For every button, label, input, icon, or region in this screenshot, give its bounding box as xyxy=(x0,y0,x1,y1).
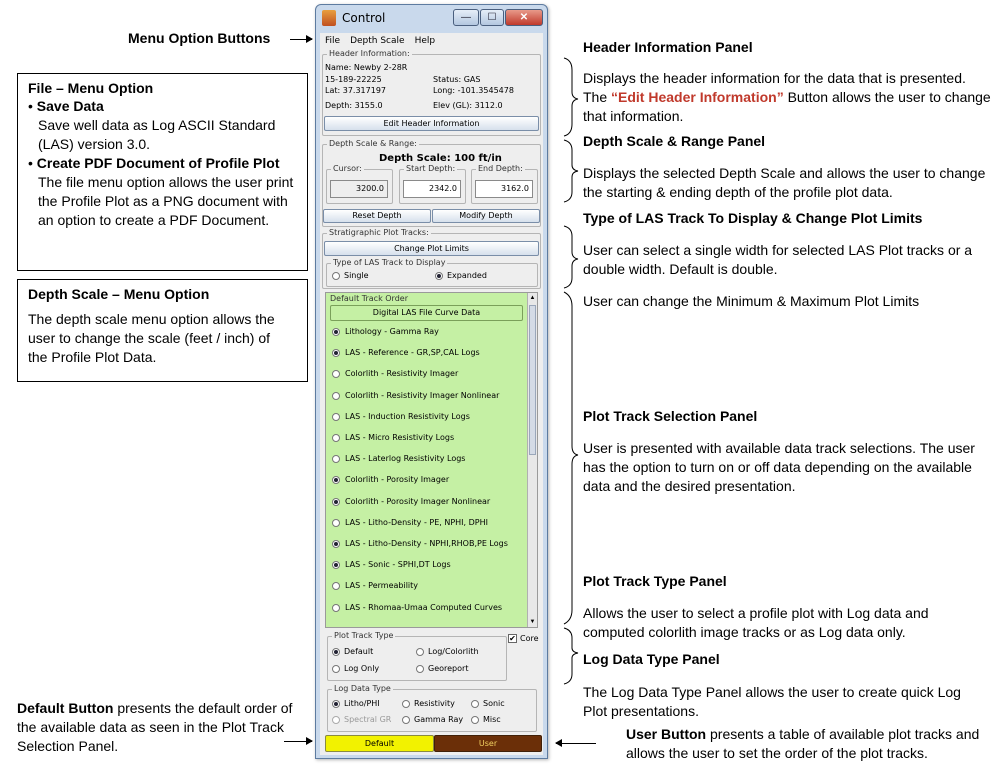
well-name: Name: Newby 2-28R xyxy=(325,63,408,72)
save-data-item: • Save Data xyxy=(28,98,104,114)
plot-track-type-panel xyxy=(327,631,507,681)
track-type-logcolorlith-radio[interactable] xyxy=(416,648,424,656)
track-type-georeport-label: Georeport xyxy=(428,664,469,673)
scroll-down-icon[interactable]: ▼ xyxy=(529,619,536,625)
track-type-default-radio[interactable] xyxy=(332,648,340,656)
depth-panel-text: Displays the selected Depth Scale and allows the user to change the starting & ending depth of the profile plot data. xyxy=(583,165,986,200)
header-panel-text-a: Displays the header information for the data that is presented. The xyxy=(583,70,966,105)
track-type-logcolorlith-label: Log/Colorlith xyxy=(428,647,479,656)
track-item-radio[interactable] xyxy=(332,392,340,400)
header-panel-text xyxy=(583,69,993,126)
default-button-ann-title: Default Button xyxy=(17,700,114,716)
file-menu-title: File – Menu Option xyxy=(28,80,154,96)
well-long: Long: -101.3545478 xyxy=(433,86,514,95)
track-item-label: LAS - Reference - GR,SP,CAL Logs xyxy=(345,348,480,358)
header-panel-text-b: Button allows the user to change that information. xyxy=(583,89,991,124)
track-order-title: Default Track Order xyxy=(330,294,408,303)
track-scrollbar[interactable] xyxy=(527,293,537,627)
las-track-type-title: Type of LAS Track to Display xyxy=(333,258,446,267)
sonic-radio[interactable] xyxy=(471,700,479,708)
track-item-radio[interactable] xyxy=(332,561,340,569)
single-radio[interactable] xyxy=(332,272,340,280)
track-item-radio[interactable] xyxy=(332,328,340,336)
save-data-text: Save well data as Log ASCII Standard (LAS) version 3.0. xyxy=(38,117,276,152)
litho-phi-label: Litho/PHI xyxy=(344,699,380,708)
track-item-label: LAS - Rhomaa-Umaa Computed Curves xyxy=(345,602,503,612)
reset-depth-button[interactable]: Reset Depth xyxy=(323,209,431,223)
expanded-label: Expanded xyxy=(447,271,487,280)
track-selection-panel-text: User is presented with available data track selections. The user has the option to turn on or off data depending on the available data and the desired presentation. xyxy=(583,440,975,494)
minimize-button[interactable]: — xyxy=(453,9,479,26)
end-depth-box xyxy=(471,164,538,204)
spectral-gr-label: Spectral GR xyxy=(344,715,392,724)
sonic-label: Sonic xyxy=(483,699,505,708)
depth-range-panel xyxy=(322,139,541,227)
track-item-label: LAS - Laterlog Resistivity Logs xyxy=(345,454,466,464)
strat-tracks-title: Stratigraphic Plot Tracks: xyxy=(329,228,429,237)
window-client xyxy=(320,33,543,755)
control-window xyxy=(315,4,548,759)
well-elev: Elev (GL): 3112.0 xyxy=(433,101,503,110)
default-button-ann-text: presents the default order of the available data as seen in the Plot Track Selection Panel. xyxy=(17,700,293,754)
default-button[interactable]: Default xyxy=(325,735,434,752)
change-plot-limits-button[interactable]: Change Plot Limits xyxy=(324,241,539,256)
track-selection-panel-title: Plot Track Selection Panel xyxy=(583,408,758,424)
las-type-panel-title: Type of LAS Track To Display & Change Plot Limits xyxy=(583,210,923,226)
menu-buttons-arrow xyxy=(290,39,312,40)
spectral-gr-radio xyxy=(332,716,340,724)
single-label: Single xyxy=(344,271,369,280)
plot-track-type-title: Plot Track Type xyxy=(334,631,394,640)
cursor-field: 3200.0 xyxy=(330,180,388,198)
well-depth: Depth: 3155.0 xyxy=(325,101,383,110)
gamma-ray-radio[interactable] xyxy=(402,716,410,724)
default-button-annotation xyxy=(17,699,302,756)
header-info-title: Header Information: xyxy=(329,49,410,58)
pdf-title: Create PDF Document of Profile Plot xyxy=(36,155,280,171)
save-data-title: Save Data xyxy=(36,98,104,114)
maximize-button[interactable]: ☐ xyxy=(480,9,504,26)
las-track-type-box xyxy=(326,258,538,287)
user-button[interactable]: User xyxy=(434,735,542,752)
track-item-label: LAS - Micro Resistivity Logs xyxy=(345,433,455,442)
brackets xyxy=(560,0,580,765)
edit-header-button[interactable]: Edit Header Information xyxy=(324,116,539,131)
track-item-label: Colorlith - Porosity Imager xyxy=(345,475,450,485)
track-item-radio[interactable] xyxy=(332,413,340,421)
track-type-logonly-label: Log Only xyxy=(344,664,380,673)
menu-depth-scale[interactable]: Depth Scale xyxy=(350,36,405,46)
log-data-type-panel xyxy=(327,684,537,732)
track-item-radio[interactable] xyxy=(332,434,340,442)
gamma-ray-label: Gamma Ray xyxy=(414,715,464,724)
depth-range-title: Depth Scale & Range: xyxy=(329,139,417,148)
java-icon xyxy=(322,10,336,26)
track-item-label: LAS - Litho-Density - NPHI,RHOB,PE Logs xyxy=(345,539,508,548)
track-item-radio[interactable] xyxy=(332,349,340,357)
track-item-radio[interactable] xyxy=(332,582,340,590)
las-type-panel-text2: User can change the Minimum & Maximum Plot Limits xyxy=(583,293,920,309)
default-button-arrow xyxy=(284,741,312,742)
start-depth-box xyxy=(399,164,466,204)
track-item-label: LAS - Permeability xyxy=(345,581,419,591)
resistivity-radio[interactable] xyxy=(402,700,410,708)
depth-scale-label: Depth Scale: 100 ft/in xyxy=(379,153,502,164)
pdf-text: The file menu option allows the user print the Profile Plot as a PNG document with an option to create a PDF Document. xyxy=(38,174,294,228)
user-button-annotation xyxy=(626,725,1006,763)
track-item-radio[interactable] xyxy=(332,476,340,484)
scroll-up-icon[interactable]: ▲ xyxy=(529,295,536,301)
end-depth-input[interactable]: 3162.0 xyxy=(475,180,533,198)
core-label: Core xyxy=(520,634,539,643)
depth-menu-text: The depth scale menu option allows the user to change the scale (feet / inch) of the Profile Plot Data. xyxy=(28,311,275,365)
digital-las-button[interactable]: Digital LAS File Curve Data xyxy=(330,305,523,321)
modify-depth-button[interactable]: Modify Depth xyxy=(432,209,540,223)
depth-menu-annotation xyxy=(17,279,308,382)
well-api: 15-189-22225 xyxy=(325,75,382,84)
user-button-ann-title: User Button xyxy=(626,726,707,742)
track-item-radio[interactable] xyxy=(332,370,340,378)
user-button-ann-text: presents a table of available plot tracks and allows the user to set the order of the plot tracks. xyxy=(626,726,980,761)
track-item-label: LAS - Litho-Density - PE, NPHI, DPHI xyxy=(345,517,488,527)
misc-label: Misc xyxy=(483,715,501,724)
track-item-radio[interactable] xyxy=(332,604,340,612)
resistivity-label: Resistivity xyxy=(414,699,455,708)
user-button-arrow xyxy=(556,743,596,744)
track-type-panel-title: Plot Track Type Panel xyxy=(583,573,727,589)
end-depth-label: End Depth: xyxy=(478,164,523,173)
cursor-label: Cursor: xyxy=(333,164,362,173)
track-item-label: Colorlith - Resistivity Imager xyxy=(345,369,459,379)
close-button[interactable]: ✕ xyxy=(505,9,543,26)
las-type-panel-text: User can select a single width for selected LAS Plot tracks or a double width. Default is double. xyxy=(583,242,973,277)
menu-help[interactable]: Help xyxy=(414,36,436,46)
track-item-radio[interactable] xyxy=(332,519,340,527)
strat-tracks-panel xyxy=(322,228,541,289)
track-item-label: LAS - Induction Resistivity Logs xyxy=(345,411,470,421)
core-checkbox[interactable]: ✔ xyxy=(509,634,516,643)
header-panel-title: Header Information Panel xyxy=(583,39,753,55)
track-item-label: Colorlith - Porosity Imager Nonlinear xyxy=(345,496,491,506)
track-item-radio[interactable] xyxy=(332,498,340,506)
log-data-type-title: Log Data Type xyxy=(334,684,391,693)
file-menu-annotation xyxy=(17,73,308,271)
cursor-box xyxy=(326,164,393,204)
well-lat: Lat: 37.317197 xyxy=(325,86,386,95)
scroll-thumb[interactable] xyxy=(529,305,536,455)
menu-file[interactable]: File xyxy=(325,36,341,46)
track-type-panel-text: Allows the user to select a profile plot with Log data and computed colorlith image tracks or as Log data only. xyxy=(583,605,929,640)
litho-phi-radio[interactable] xyxy=(332,700,340,708)
track-type-default-label: Default xyxy=(344,647,374,656)
log-data-panel-title: Log Data Type Panel xyxy=(583,651,720,667)
menu-bar xyxy=(320,33,543,49)
track-type-georeport-radio[interactable] xyxy=(416,665,424,673)
depth-menu-title: Depth Scale – Menu Option xyxy=(28,286,210,302)
track-item-radio[interactable] xyxy=(332,540,340,548)
misc-radio[interactable] xyxy=(471,716,479,724)
track-item-label: Lithology - Gamma Ray xyxy=(345,327,439,336)
header-panel-highlight: “Edit Header Information” xyxy=(611,89,784,105)
menu-buttons-annotation: Menu Option Buttons xyxy=(128,30,271,46)
window-title: Control xyxy=(342,11,386,25)
track-type-logonly-radio[interactable] xyxy=(332,665,340,673)
window-titlebar[interactable] xyxy=(316,5,547,31)
track-item-label: LAS - Sonic - SPHI,DT Logs xyxy=(345,560,451,570)
pdf-item: • Create PDF Document of Profile Plot xyxy=(28,155,280,171)
well-status: Status: GAS xyxy=(433,75,481,84)
header-info-panel xyxy=(322,49,541,136)
depth-panel-title: Depth Scale & Range Panel xyxy=(583,133,766,149)
track-item-label: Colorlith - Resistivity Imager Nonlinear xyxy=(345,390,500,400)
start-depth-label: Start Depth: xyxy=(406,164,456,173)
track-item-radio[interactable] xyxy=(332,455,340,463)
log-data-panel-text: The Log Data Type Panel allows the user to create quick Log Plot presentations. xyxy=(583,684,961,719)
track-order-panel xyxy=(325,292,538,628)
start-depth-input[interactable]: 2342.0 xyxy=(403,180,461,198)
expanded-radio[interactable] xyxy=(435,272,443,280)
